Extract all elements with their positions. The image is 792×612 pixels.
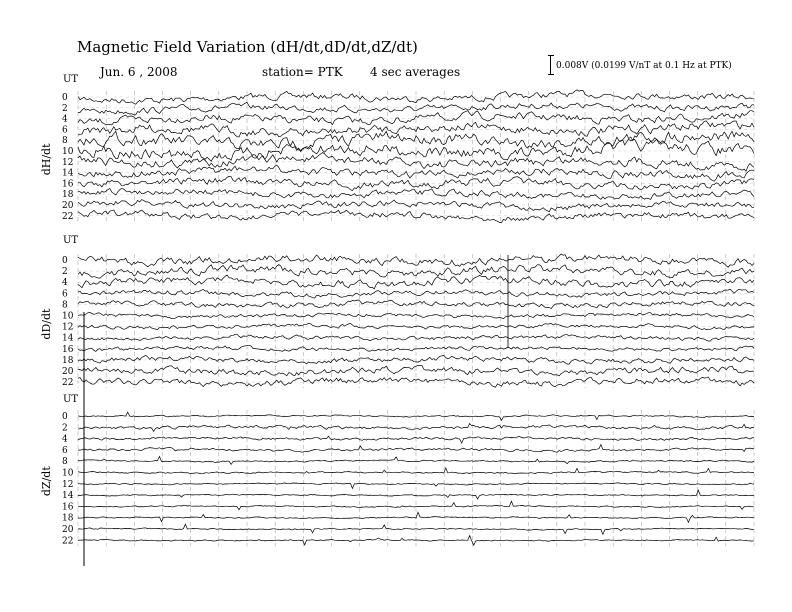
panel-ylabel: dH/dt — [40, 143, 53, 176]
hour-tick-label: 2 — [62, 423, 68, 434]
grid-vertical-2 — [78, 410, 754, 546]
hour-tick-label: 12 — [62, 479, 74, 490]
hour-tick-label: 6 — [62, 125, 68, 136]
figure-title: Magnetic Field Variation (dH/dt,dD/dt,dZ/dt) — [77, 38, 418, 56]
hour-tick-label: 6 — [62, 445, 68, 456]
grid-vertical-1 — [78, 254, 754, 388]
hour-tick-label: 20 — [62, 525, 74, 535]
hour-tick-label: 10 — [62, 147, 74, 157]
hour-tick-label: 4 — [62, 114, 68, 125]
hour-tick-label: 12 — [62, 157, 74, 168]
date-label: Jun. 6 , 2008 — [100, 65, 178, 79]
trace-dH/dt-20 — [78, 200, 754, 212]
trace-dZ/dt-18 — [78, 512, 754, 522]
station-label: station= PTK — [262, 65, 343, 79]
hour-tick-label: 14 — [62, 333, 74, 344]
hour-tick-label: 12 — [62, 322, 74, 333]
grid-layer — [78, 91, 754, 546]
ut-label: UT — [63, 235, 79, 246]
hour-tick-label: 2 — [62, 103, 68, 114]
hour-tick-label: 16 — [62, 344, 74, 355]
hour-tick-label: 8 — [62, 300, 68, 311]
averaging-label: 4 sec averages — [370, 65, 461, 79]
label-layer — [40, 74, 78, 546]
hour-tick-label: 8 — [62, 136, 68, 147]
hour-tick-label: 14 — [62, 168, 74, 179]
hour-tick-label: 14 — [62, 491, 74, 502]
hour-tick-label: 0 — [62, 256, 68, 266]
hour-tick-label: 18 — [62, 190, 74, 201]
hour-tick-label: 16 — [62, 502, 74, 513]
hour-tick-label: 10 — [62, 468, 74, 479]
hour-tick-label: 6 — [62, 289, 68, 300]
hour-tick-label: 18 — [62, 513, 74, 524]
hour-tick-label: 22 — [62, 536, 74, 547]
hour-tick-label: 4 — [62, 278, 68, 289]
hour-tick-label: 4 — [62, 434, 68, 445]
hour-tick-label: 22 — [62, 378, 74, 389]
ut-label: UT — [63, 394, 79, 405]
hour-tick-label: 10 — [62, 311, 74, 322]
panel-ylabel: dZ/dt — [40, 466, 53, 497]
scale-note: 0.008V (0.0199 V/nT at 0.1 Hz at PTK) — [556, 61, 732, 71]
hour-tick-label: 0 — [62, 412, 68, 422]
hour-tick-label: 8 — [62, 457, 68, 468]
hour-tick-label: 22 — [62, 211, 74, 222]
ut-label: UT — [63, 74, 79, 85]
hour-tick-label: 18 — [62, 355, 74, 366]
panel-ylabel: dD/dt — [40, 308, 53, 340]
hour-tick-label: 20 — [62, 201, 74, 211]
hour-tick-label: 0 — [62, 93, 68, 103]
hour-tick-label: 2 — [62, 267, 68, 278]
hour-tick-label: 20 — [62, 367, 74, 377]
hour-tick-label: 16 — [62, 179, 74, 190]
